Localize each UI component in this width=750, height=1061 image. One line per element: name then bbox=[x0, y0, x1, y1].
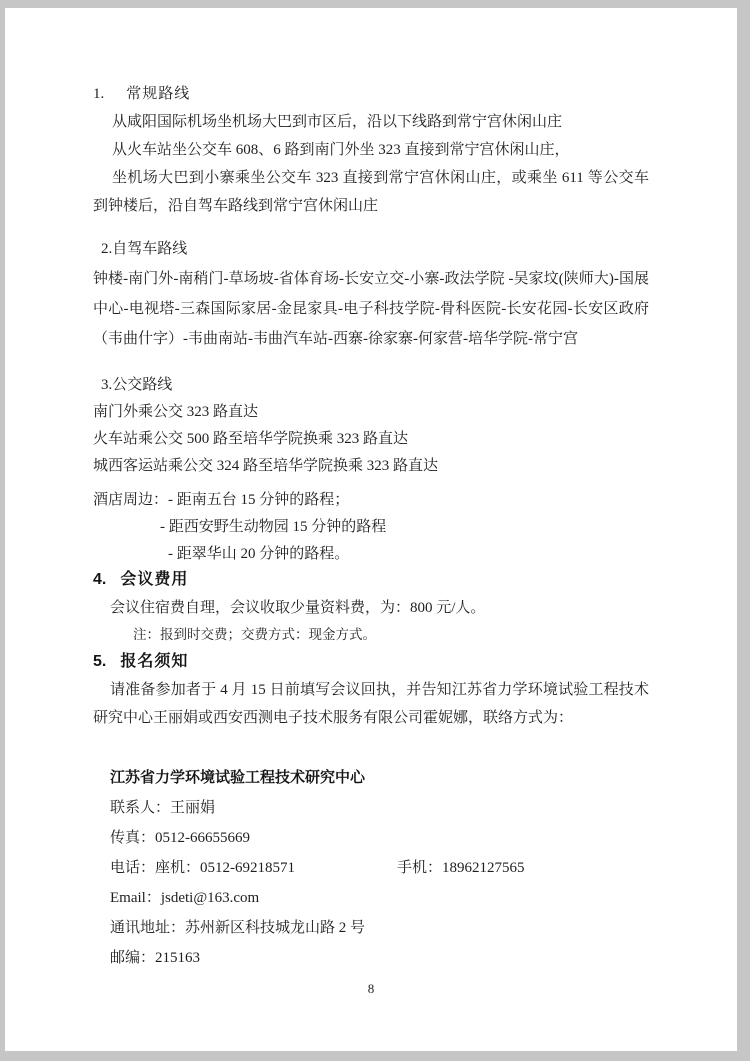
section-4-title: 会议费用 bbox=[120, 571, 189, 588]
fees-body: 会议住宿费自理，会议收取少量资料费，为：800 元/人。 bbox=[110, 600, 486, 616]
section-4-heading bbox=[93, 566, 649, 594]
bus-route-line-2: 火车站乘公交 500 路至培华学院换乘 323 路直达 bbox=[93, 431, 409, 447]
document-page bbox=[5, 8, 737, 1051]
bus-route-line-1: 南门外乘公交 323 路直达 bbox=[93, 404, 259, 420]
section-registration bbox=[93, 648, 649, 732]
contact-organization: 江苏省力学环境试验工程技术研究中心 bbox=[110, 769, 366, 786]
hotel-nearby-line-1 bbox=[93, 487, 649, 514]
regular-route-line-3: 坐机场大巴到小寨乘坐公交车 323 直接到常宁宫休闲山庄，或乘坐 611 等公交车到钟楼后，沿自驾车路线到常宁宫休闲山庄 bbox=[93, 170, 649, 214]
hotel-nearby-item-2: - 距西安野生动物园 15 分钟的路程 bbox=[160, 519, 387, 535]
section-5-heading bbox=[93, 648, 649, 676]
bus-route-line-3: 城西客运站乘公交 324 路至培华学院换乘 323 路直达 bbox=[93, 458, 439, 474]
regular-route-line-1: 从咸阳国际机场坐机场大巴到市区后，沿以下线路到常宁宫休闲山庄 bbox=[112, 114, 563, 130]
hotel-nearby-label: 酒店周边： bbox=[93, 492, 169, 508]
hotel-nearby-item-3: - 距翠华山 20 分钟的路程。 bbox=[168, 546, 350, 562]
contact-phone: 电话：座机：0512-69218571 bbox=[110, 860, 295, 876]
section-driving-route bbox=[93, 234, 649, 354]
driving-route-label: 2.自驾车路线 bbox=[101, 241, 188, 257]
section-1-number: 1. bbox=[93, 86, 105, 102]
contact-address: 通讯地址：苏州新区科技城龙山路 2 号 bbox=[110, 920, 366, 936]
section-fees bbox=[93, 566, 649, 648]
driving-route-text: 钟楼-南门外-南稍门-草场坡-省体育场-长安立交-小寨-政法学院 -吴家坟(陕师大)-国展中心-电视塔-三森国际家居-金昆家具-电子科技学院-骨科医院-长安花园-长安区政府（韦曲什字）-韦曲南站-韦曲汽车站-西寨-徐家寨-何家营-培华学院-常宁宫 bbox=[93, 271, 649, 347]
contact-zip: 邮编：215163 bbox=[110, 950, 201, 966]
section-1-title: 常规路线 bbox=[126, 86, 191, 102]
hotel-nearby-item-1: - 距南五台 15 分钟的路程； bbox=[168, 492, 350, 508]
section-1-heading bbox=[93, 80, 649, 108]
section-5-number: 5. bbox=[93, 653, 107, 670]
regular-route-line-2: 从火车站坐公交车 608、6 路到南门外坐 323 直接到常宁宫休闲山庄， bbox=[112, 142, 570, 158]
section-bus-route bbox=[93, 372, 649, 480]
contact-email: Email：jsdeti@163.com bbox=[110, 890, 260, 906]
section-contact bbox=[93, 763, 649, 973]
section-4-number: 4. bbox=[93, 571, 107, 588]
bus-route-label: 3.公交路线 bbox=[101, 377, 173, 393]
contact-phone-row bbox=[110, 853, 649, 883]
section-5-title: 报名须知 bbox=[120, 653, 189, 670]
registration-body: 请准备参加者于 4 月 15 日前填写会议回执，并告知江苏省力学环境试验工程技术研究中心王丽娟或西安西测电子技术服务有限公司霍妮娜，联络方式为： bbox=[93, 682, 649, 726]
section-hotel-nearby bbox=[93, 487, 649, 568]
fees-note: 注：报到时交费；交费方式：现金方式。 bbox=[133, 627, 376, 642]
contact-fax: 传真：0512-66655669 bbox=[110, 830, 250, 846]
contact-person: 联系人：王丽娟 bbox=[110, 800, 216, 816]
contact-mobile: 手机：18962127565 bbox=[397, 860, 525, 876]
page-number: 8 bbox=[367, 981, 375, 996]
section-regular-route bbox=[93, 80, 649, 220]
